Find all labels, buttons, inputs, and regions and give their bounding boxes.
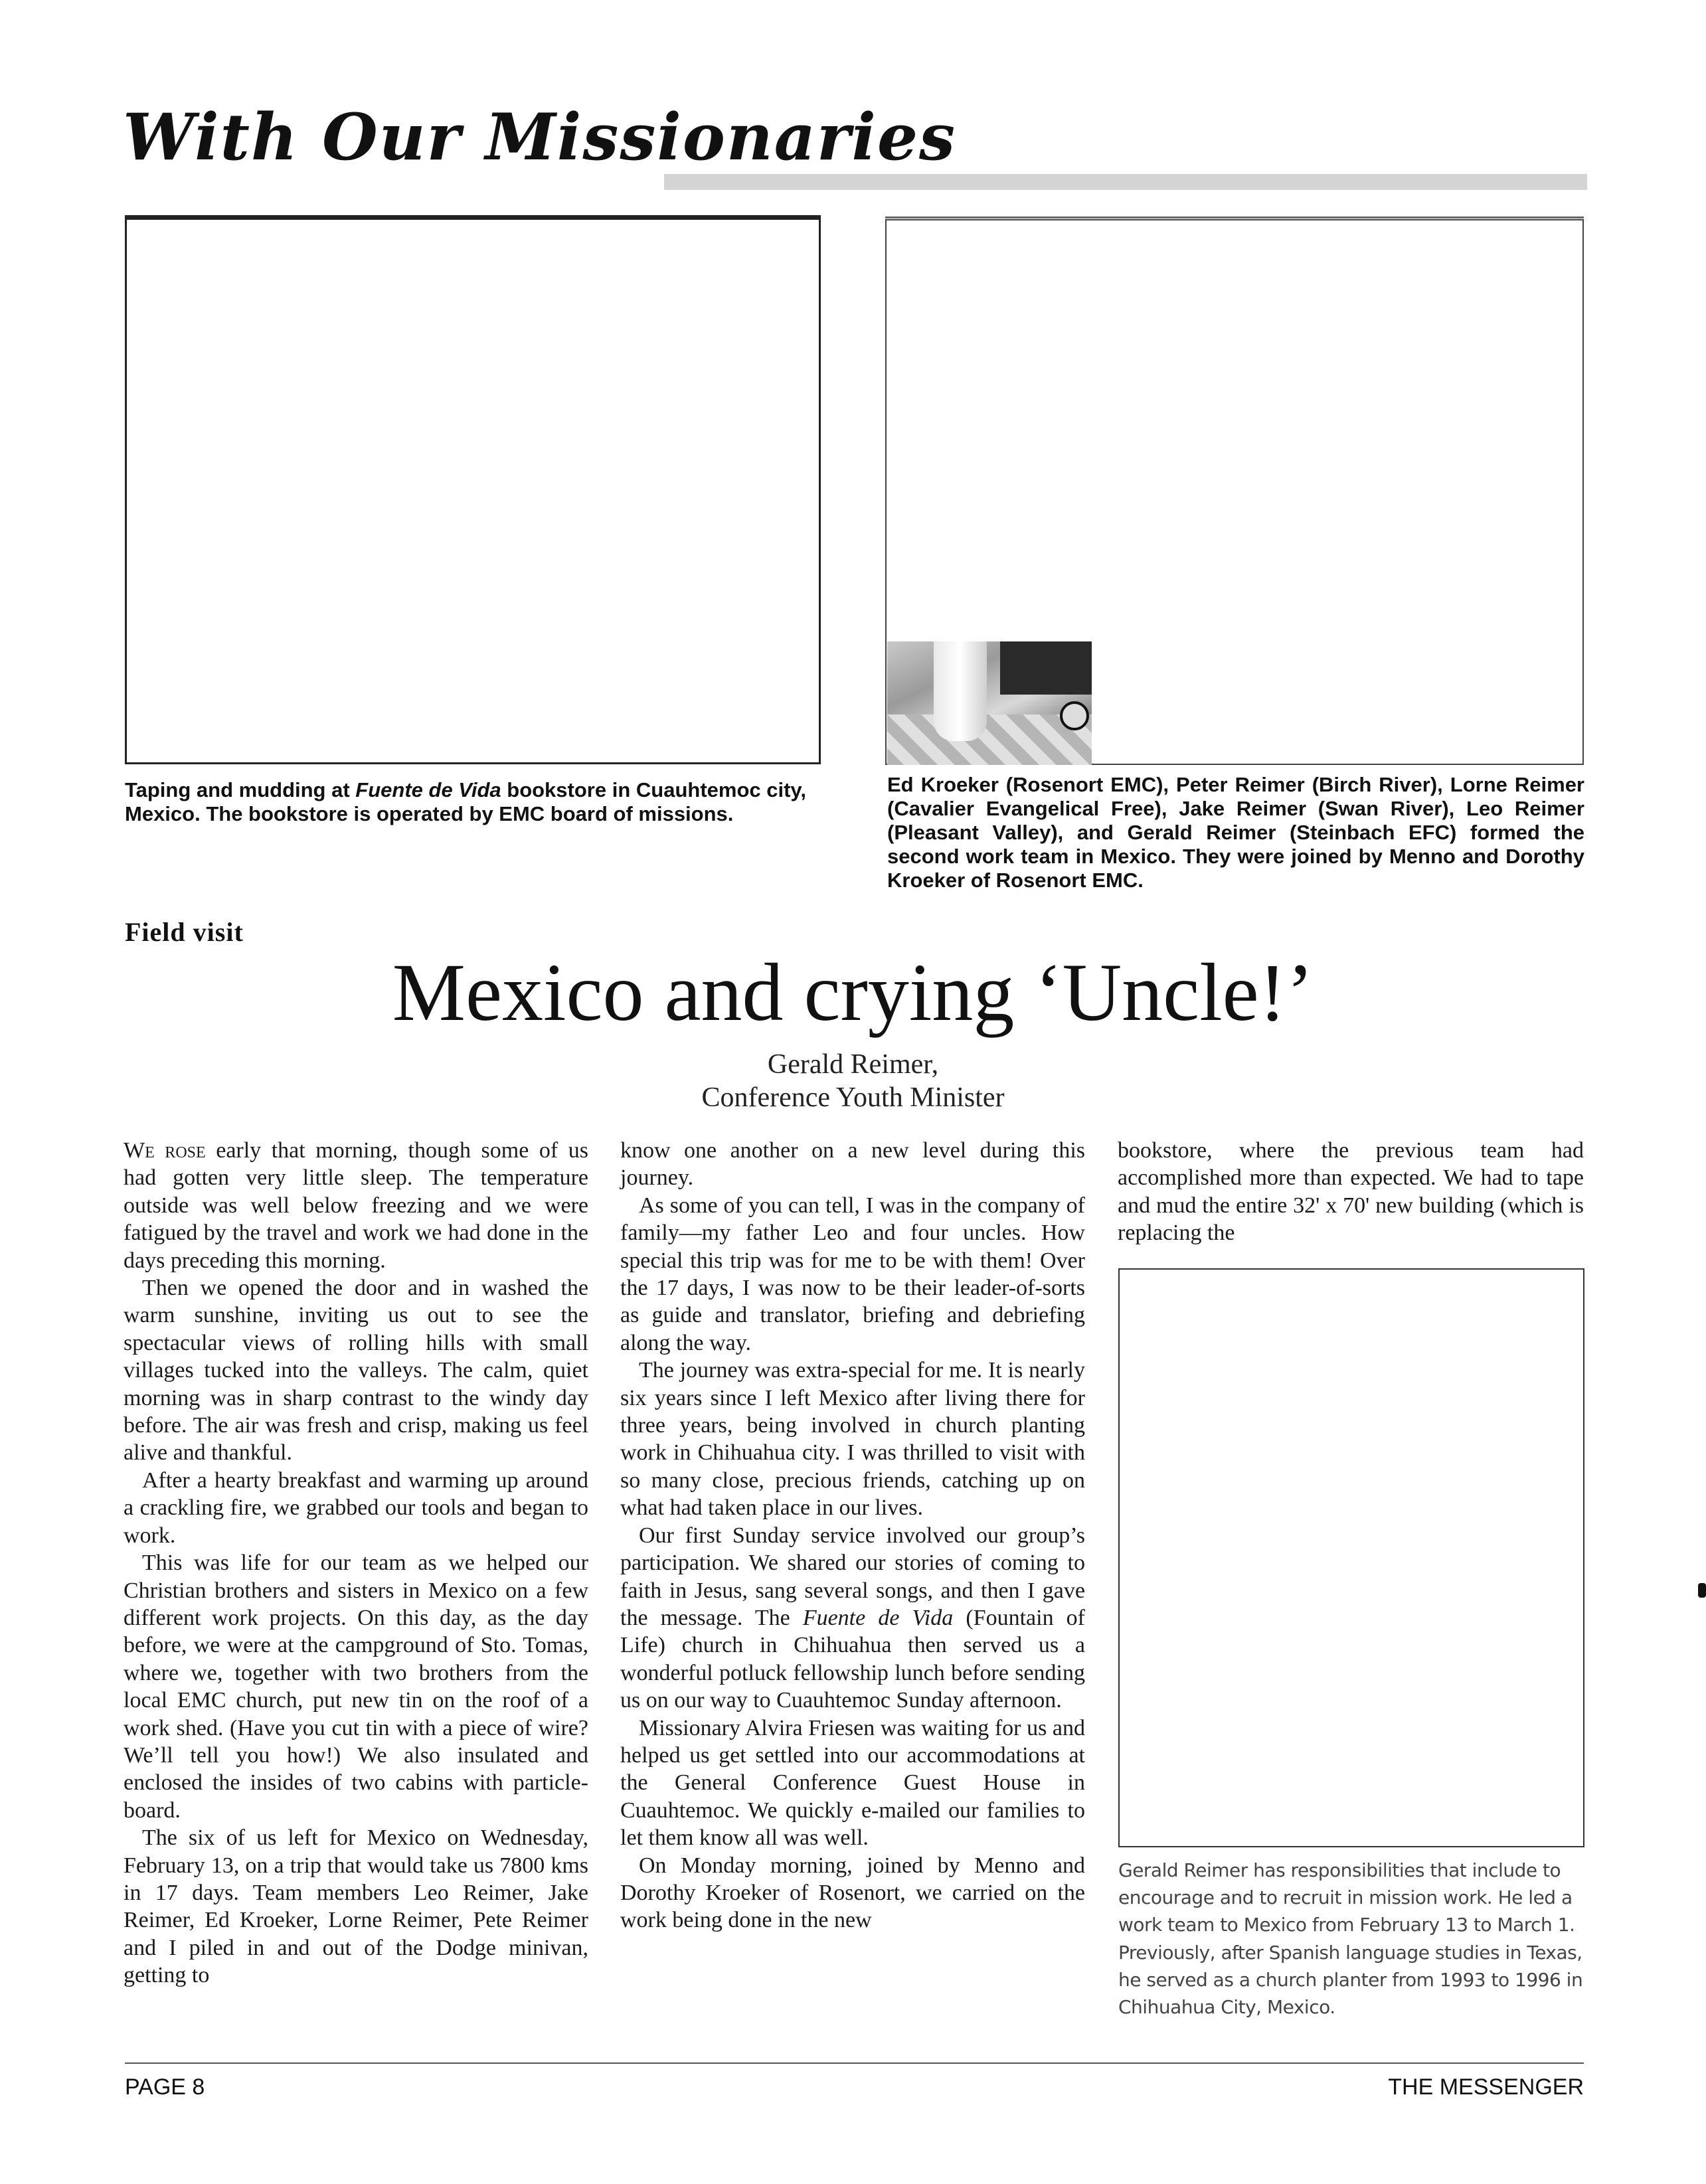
photo-team-fragment: [887, 641, 1092, 765]
photo-right-caption: Ed Kroeker (Rosenort EMC), Peter Reimer (Birch River), Lorne Reimer (Cavalier Evangelical Free), Jake Reimer (Swan River), Leo Reimer (Pleasant Valley), and Gerald Reimer (Steinbach EFC) formed the second work team in Mexico. They were joined by Menno and Dorothy Kroeker of Rosenort EMC.: [887, 773, 1584, 892]
article-column-3: [1118, 1137, 1584, 1247]
paragraph: This was life for our team as we helped our Christian brothers and sisters in Mexico on a few different work projects. On this day, as the day before, we were at the campground of Sto. Tomas, where we, together with two brothers from the local EMC church, put new tin on the roof of a work shed. (Have you cut tin with a piece of wire? We’ll tell you how!) We also insulated and enclosed the insides of two cabins with particle-board.: [124, 1551, 588, 1823]
footer-rule: [125, 2062, 1584, 2064]
author-photo-placeholder: [1118, 1268, 1584, 1847]
paragraph: We rose early that morning, though some of us had gotten very little sleep. The temperature outside was well below freezing and we were fatigued by the travel and work we had done in the days preceding this morning.: [124, 1138, 588, 1273]
paragraph: After a hearty breakfast and warming up around a crackling fire, we grabbed our tools and began to work.: [124, 1468, 588, 1548]
photo-left-caption: Taping and mudding at Fuente de Vida bookstore in Cuauhtemoc city, Mexico. The bookstore is operated by EMC board of missions.: [125, 778, 806, 825]
paragraph: know one another on a new level during this journey.: [620, 1138, 1085, 1191]
photo-bookstore-placeholder: [125, 218, 821, 764]
paragraph: The journey was extra-special for me. It is nearly six years since I left Mexico after living there for three years, being involved in church planting work in Chihuahua city. I was thrilled to visit with so many close, precious friends, catching up on what had taken place in our lives.: [620, 1358, 1085, 1521]
photo-right-top-rule: [885, 216, 1584, 218]
publication-name: THE MESSENGER: [1388, 2074, 1584, 2100]
article-column-1: [124, 1137, 588, 1989]
paragraph: Then we opened the door and in washed the warm sunshine, inviting us out to see the spectacular views of rolling hills with small villages tucked into the valleys. The calm, quiet morning was in sharp contrast to the windy day before. The air was fresh and crisp, making us feel alive and thankful.: [124, 1276, 588, 1466]
section-header-bar: [664, 174, 1587, 190]
article-byline: [0, 1048, 1706, 1114]
byline-role: Conference Youth Minister: [701, 1082, 1005, 1113]
paragraph: bookstore, where the previous team had accomplished more than expected. We had to tape and mud the entire 32' x 70' new building (which is replacing the: [1118, 1138, 1584, 1246]
paragraph: Missionary Alvira Friesen was waiting for us and helped us get settled into our accommodations at the General Conference Guest House in Cuauhtemoc. We quickly e-mailed our families to let them know all was well.: [620, 1715, 1085, 1851]
article-column-2: [620, 1137, 1085, 1934]
paragraph: Our first Sunday service involved our group’s participation. We shared our stories of coming to faith in Jesus, sang several songs, and then I gave the message. The Fuente de Vida (Fountain of Life) church in Chihuahua then served us a wonderful potluck fellowship lunch before sending us on our way to Cuauhtemoc Sunday afternoon.: [620, 1523, 1085, 1713]
paragraph: The six of us left for Mexico on Wednesday, February 13, on a trip that would take us 7800 kms in 17 days. Team members Leo Reimer, Jake Reimer, Ed Kroeker, Lorne Reimer, Pete Reimer and I piled in and out of the Dodge minivan, getting to: [124, 1825, 588, 1988]
page-number: PAGE 8: [125, 2074, 205, 2100]
section-title: With Our Missionaries: [123, 100, 957, 175]
article-headline: Mexico and crying ‘Uncle!’: [392, 947, 1314, 1038]
byline-name: Gerald Reimer,: [767, 1049, 939, 1080]
paragraph: As some of you can tell, I was in the company of family—my father Leo and four uncles. How special this trip was for me to be with them! Over the 17 days, I was now to be their leader-of-sorts as guide and translator, briefing and debriefing along the way.: [620, 1193, 1085, 1355]
author-photo-caption: Gerald Reimer has responsibilities that include to encourage and to recruit in mission work. He led a work team to Mexico from February 13 to March 1. Previously, after Spanish language studies in Texas, he served as a church planter from 1993 to 1996 in Chihuahua City, Mexico.: [1118, 1859, 1583, 2019]
scan-edge-mark: [1698, 1583, 1706, 1598]
paragraph: On Monday morning, joined by Menno and Dorothy Kroeker of Rosenort, we carried on the work being done in the new: [620, 1853, 1085, 1933]
article-kicker: Field visit: [125, 917, 244, 947]
